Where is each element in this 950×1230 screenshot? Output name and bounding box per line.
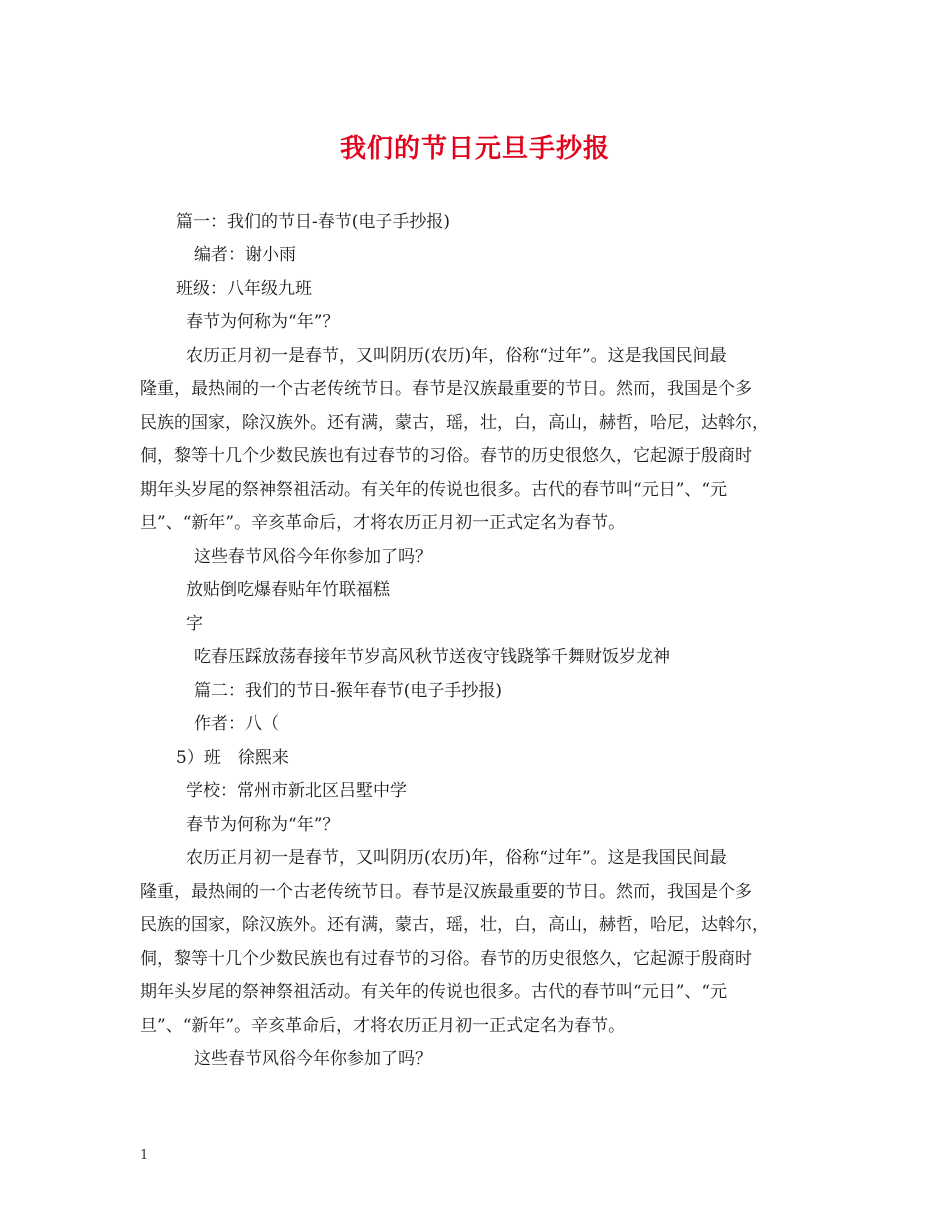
paragraph-line: 民族的国家，除汉族外。还有满，蒙古，瑶，壮，白，高山，赫哲，哈尼，达斡尔，	[140, 915, 769, 935]
paragraph-line: 隆重，最热闹的一个古老传统节日。春节是汉族最重要的节日。然而，我国是个多	[140, 379, 752, 399]
paragraph-line: 期年头岁尾的祭神祭祖活动。有关年的传说也很多。古代的春节叫“元日”、“元	[140, 480, 728, 500]
paragraph-line: 隆重，最热闹的一个古老传统节日。春节是汉族最重要的节日。然而，我国是个多	[140, 882, 752, 902]
customs-question: 这些春节风俗今年你参加了吗？	[194, 547, 432, 567]
paragraph-line: 旦”、“新年”。辛亥革命后，才将农历正月初一正式定名为春节。	[140, 1016, 626, 1036]
author-class-line: 5）班 徐熙来	[176, 748, 289, 768]
editor-line: 编者：谢小雨	[194, 245, 296, 265]
paragraph-line: 农历正月初一是春节，又叫阴历(农历)年，俗称“过年”。这是我国民间最	[186, 848, 727, 868]
customs-list-line: 吃春压踩放荡春接年节岁高风秋节送夜守钱跷筝千舞财饭岁龙神	[194, 647, 670, 667]
page-number: 1	[140, 1148, 149, 1163]
paragraph-line: 侗，黎等十几个少数民族也有过春节的习俗。春节的历史很悠久，它起源于殷商时	[140, 446, 752, 466]
customs-question: 这些春节风俗今年你参加了吗？	[194, 1049, 432, 1069]
paragraph-line: 民族的国家，除汉族外。还有满，蒙古，瑶，壮，白，高山，赫哲，哈尼，达斡尔，	[140, 413, 769, 433]
question-heading: 春节为何称为“年”？	[186, 312, 340, 332]
paragraph-line: 期年头岁尾的祭神祭祖活动。有关年的传说也很多。古代的春节叫“元日”、“元	[140, 982, 728, 1002]
school-line: 学校：常州市新北区吕墅中学	[186, 781, 407, 801]
section-one-heading: 篇一：我们的节日-春节(电子手抄报)	[176, 212, 451, 232]
question-heading: 春节为何称为“年”？	[186, 815, 340, 835]
class-line: 班级：八年级九班	[176, 279, 312, 299]
author-line: 作者：八（	[194, 714, 279, 734]
customs-list-line: 字	[186, 614, 203, 634]
section-two-heading: 篇二：我们的节日-猴年春节(电子手抄报)	[194, 681, 503, 701]
paragraph-line: 农历正月初一是春节，又叫阴历(农历)年，俗称“过年”。这是我国民间最	[186, 346, 727, 366]
paragraph-line: 侗，黎等十几个少数民族也有过春节的习俗。春节的历史很悠久，它起源于殷商时	[140, 949, 752, 969]
document-title: 我们的节日元旦手抄报	[339, 134, 610, 164]
paragraph-line: 旦”、“新年”。辛亥革命后，才将农历正月初一正式定名为春节。	[140, 513, 626, 533]
customs-list-line: 放贴倒吃爆春贴年竹联福糕	[186, 580, 390, 600]
